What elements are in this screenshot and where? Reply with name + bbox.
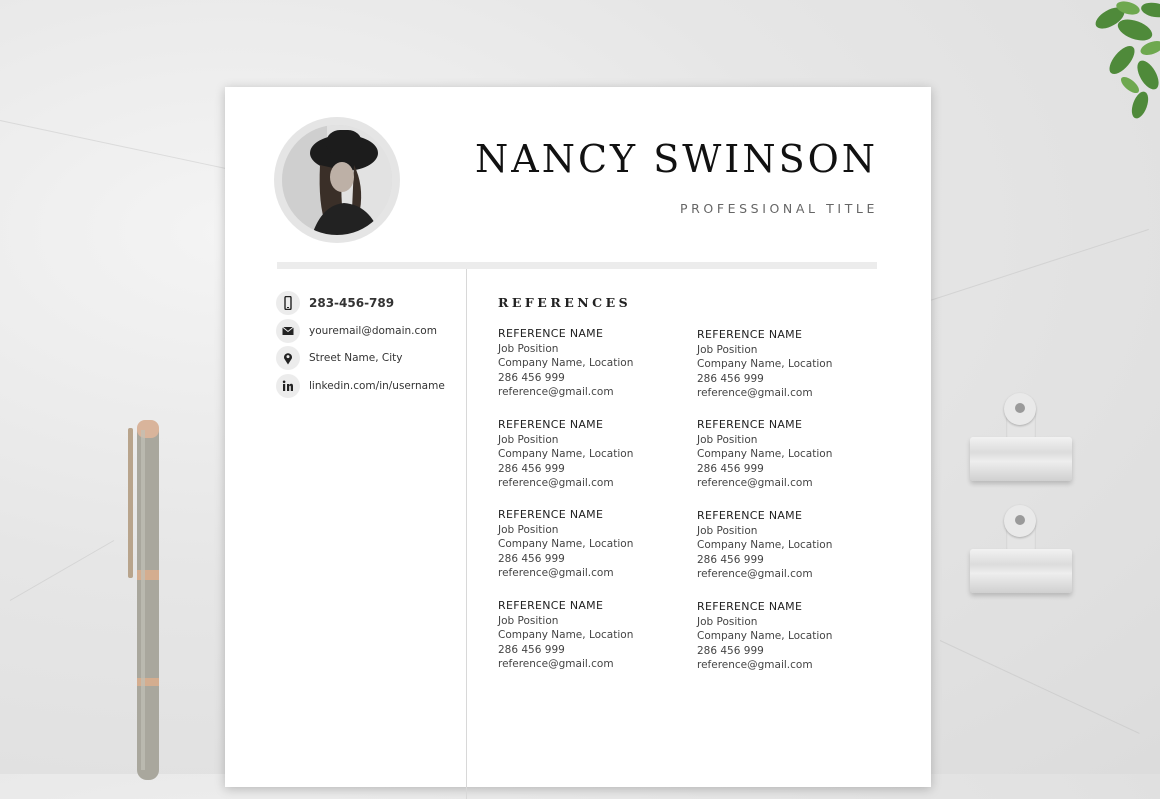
reference-phone: 286 456 999 [498, 643, 565, 656]
contact-email [276, 319, 476, 343]
map-pin-icon [276, 346, 300, 370]
contact-address [276, 346, 476, 370]
reference-company: Company Name, Location [498, 448, 634, 461]
pen [125, 420, 165, 780]
reference-position: Job Position [697, 615, 758, 628]
reference-email: reference@gmail.com [498, 658, 614, 671]
binder-clip [970, 505, 1072, 597]
reference-position: Job Position [697, 433, 758, 446]
reference-name: REFERENCE NAME [697, 418, 803, 431]
candidate-name: NANCY SWINSON [475, 137, 878, 181]
email-address: youremail@domain.com [309, 325, 437, 337]
reference-name: REFERENCE NAME [498, 599, 604, 612]
reference-entry [697, 600, 887, 673]
profile-photo [282, 125, 392, 235]
reference-phone: 286 456 999 [697, 553, 764, 566]
binder-clip [970, 393, 1072, 485]
profile-photo-frame [274, 117, 400, 243]
reference-entry [498, 418, 688, 491]
reference-phone: 286 456 999 [697, 644, 764, 657]
reference-company: Company Name, Location [697, 539, 833, 552]
reference-position: Job Position [498, 342, 559, 355]
reference-name: REFERENCE NAME [498, 327, 604, 340]
reference-position: Job Position [498, 523, 559, 536]
envelope-icon [276, 319, 300, 343]
professional-title: PROFESSIONAL TITLE [679, 201, 878, 216]
reference-name: REFERENCE NAME [697, 509, 803, 522]
reference-name: REFERENCE NAME [697, 600, 803, 613]
phone-number: 283-456-789 [309, 296, 395, 310]
marble-vein [10, 540, 114, 601]
reference-phone: 286 456 999 [697, 462, 764, 475]
reference-company: Company Name, Location [697, 630, 833, 643]
reference-phone: 286 456 999 [498, 462, 565, 475]
marble-vein [940, 640, 1140, 734]
reference-entry [697, 418, 887, 491]
references-heading: REFERENCES [498, 295, 632, 310]
reference-company: Company Name, Location [498, 538, 634, 551]
phone-icon [276, 291, 300, 315]
reference-name: REFERENCE NAME [498, 508, 604, 521]
reference-email: reference@gmail.com [697, 387, 813, 400]
reference-phone: 286 456 999 [498, 552, 565, 565]
reference-email: reference@gmail.com [697, 568, 813, 581]
reference-entry [498, 599, 688, 672]
reference-entry [697, 328, 887, 401]
reference-email: reference@gmail.com [498, 477, 614, 490]
contact-linkedin [276, 374, 476, 398]
reference-name: REFERENCE NAME [697, 328, 803, 341]
linkedin-icon [276, 374, 300, 398]
reference-phone: 286 456 999 [498, 371, 565, 384]
reference-position: Job Position [697, 524, 758, 537]
marble-vein [930, 229, 1149, 301]
reference-email: reference@gmail.com [498, 386, 614, 399]
resume-paper [225, 87, 931, 787]
plant-leaves [1040, 0, 1160, 130]
reference-entry [498, 508, 688, 581]
reference-position: Job Position [697, 343, 758, 356]
reference-company: Company Name, Location [498, 357, 634, 370]
reference-email: reference@gmail.com [697, 659, 813, 672]
header-divider [277, 262, 877, 269]
reference-company: Company Name, Location [697, 448, 833, 461]
reference-position: Job Position [498, 433, 559, 446]
reference-email: reference@gmail.com [498, 567, 614, 580]
reference-position: Job Position [498, 614, 559, 627]
contact-phone [276, 291, 476, 315]
reference-phone: 286 456 999 [697, 372, 764, 385]
reference-email: reference@gmail.com [697, 477, 813, 490]
marble-vein [0, 120, 254, 175]
reference-entry [498, 327, 688, 400]
reference-company: Company Name, Location [498, 629, 634, 642]
reference-company: Company Name, Location [697, 358, 833, 371]
linkedin-url: linkedin.com/in/username [309, 380, 445, 392]
reference-name: REFERENCE NAME [498, 418, 604, 431]
reference-entry [697, 509, 887, 582]
street-address: Street Name, City [309, 352, 403, 364]
